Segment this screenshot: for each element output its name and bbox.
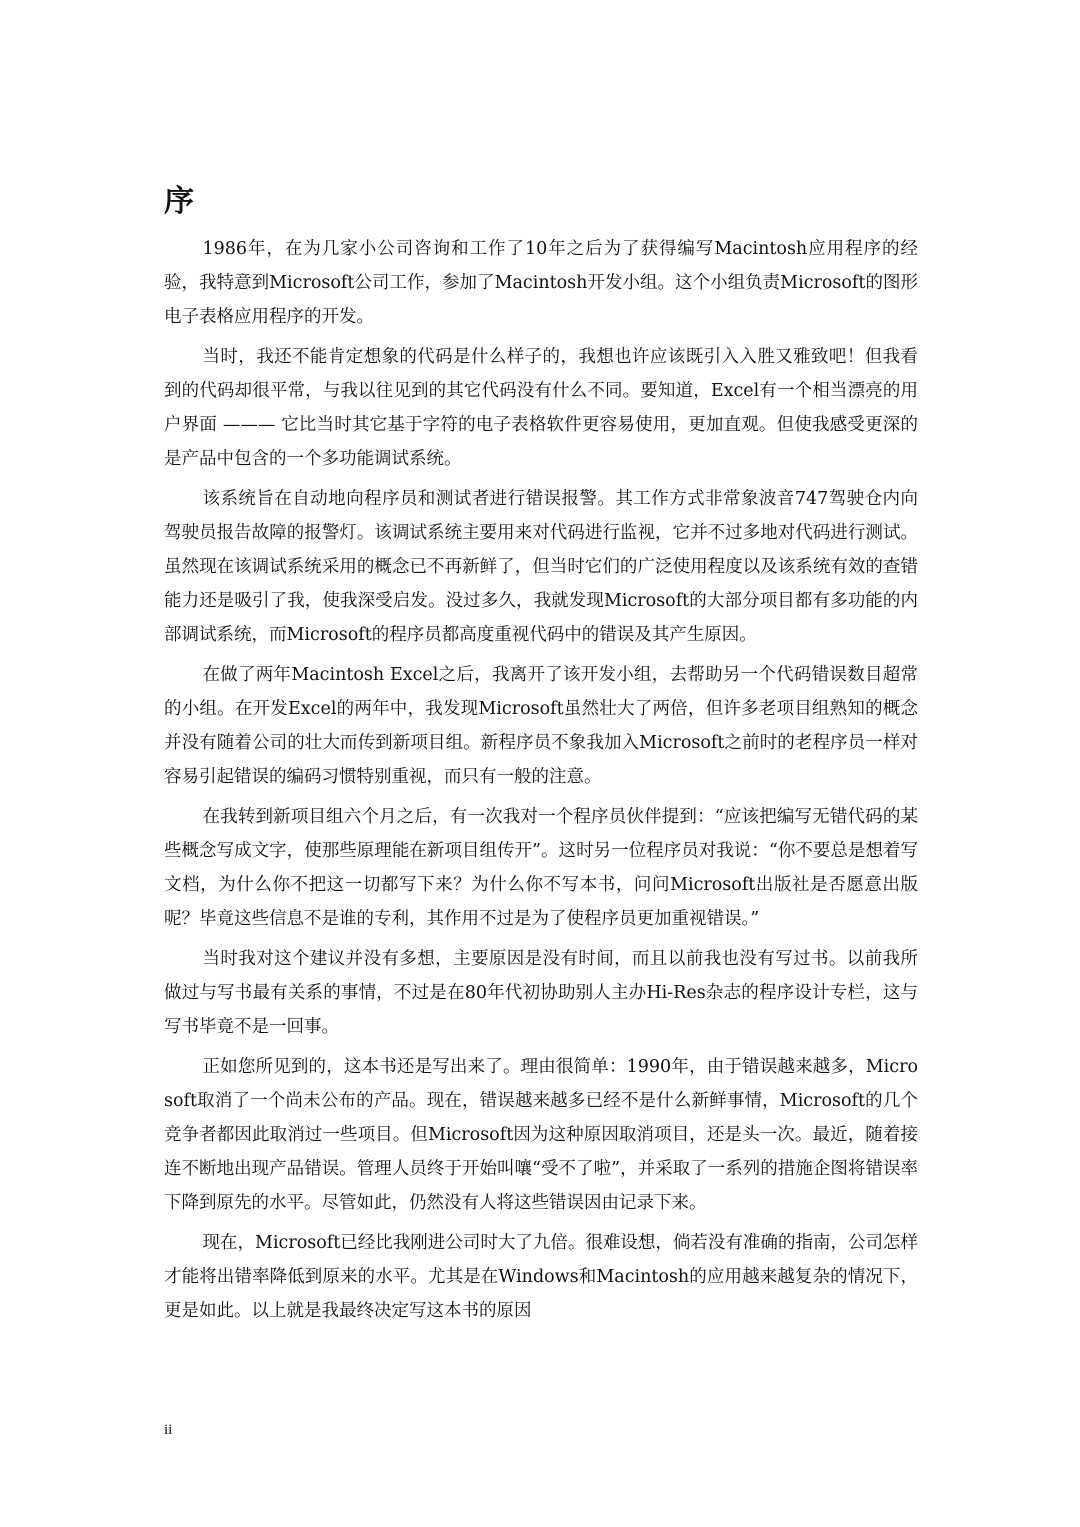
paragraph-8: 现在，Microsoft已经比我刚进公司时大了九倍。很难设想，倘若没有准确的指南，公司怎样才能将出错率降低到原来的水平。尤其是在Windows和Macintosh的应用越来越复杂的情况下，更是如此。以上就是我最终决定写这本书的原因 bbox=[164, 1233, 918, 1321]
paragraph-1: 1986年，在为几家小公司咨询和工作了10年之后为了获得编写Macintosh应用程序的经验，我特意到Microsoft公司工作，参加了Macintosh开发小组。这个小组负责Microsoft的图形电子表格应用程序的开发。 bbox=[164, 239, 918, 327]
page-title: 序 bbox=[164, 184, 195, 219]
paragraph-4: 在做了两年Macintosh Excel之后，我离开了该开发小组，去帮助另一个代码错误数目超常的小组。在开发Excel的两年中，我发现Microsoft虽然壮大了两倍，但许多老项目组熟知的概念并没有随着公司的壮大而传到新项目组。新程序员不象我加入Microsoft之前时的老程序员一样对容易引起错误的编码习惯特别重视，而只有一般的注意。 bbox=[164, 665, 918, 787]
page-number: ii bbox=[164, 1422, 173, 1438]
paragraph-5: 在我转到新项目组六个月之后，有一次我对一个程序员伙伴提到：“应该把编写无错代码的某些概念写成文字，使那些原理能在新项目组传开”。这时另一位程序员对我说：“你不要总是想着写文档，为什么你不把这一切都写下来？为什么你不写本书，问问Microsoft出版社是否愿意出版呢？毕竟这些信息不是谁的专利，其作用不过是为了使程序员更加重视错误。” bbox=[164, 807, 918, 929]
paragraph-2: 当时，我还不能肯定想象的代码是什么样子的，我想也许应该既引入入胜又雅致吧！但我看到的代码却很平常，与我以往见到的其它代码没有什么不同。要知道，Excel有一个相当漂亮的用户界面 ——— 它比当时其它基于字符的电子表格软件更容易使用，更加直观。但使我感受更深的是产品中包含的一个多功能调试系统。 bbox=[164, 347, 918, 469]
paragraph-3: 该系统旨在自动地向程序员和测试者进行错误报警。其工作方式非常象波音747驾驶仓内向驾驶员报告故障的报警灯。该调试系统主要用来对代码进行监视，它并不过多地对代码进行测试。虽然现在该调试系统采用的概念已不再新鲜了，但当时它们的广泛使用程度以及该系统有效的查错能力还是吸引了我，使我深受启发。没过多久，我就发现Microsoft的大部分项目都有多功能的内部调试系统，而Microsoft的程序员都高度重视代码中的错误及其产生原因。 bbox=[164, 489, 918, 645]
paragraph-7: 正如您所见到的，这本书还是写出来了。理由很简单：1990年，由于错误越来越多，Microsoft取消了一个尚未公布的产品。现在，错误越来越多已经不是什么新鲜事情，Microsoft的几个竞争者都因此取消过一些项目。但Microsoft因为这种原因取消项目，还是头一次。最近，随着接连不断地出现产品错误。管理人员终于开始叫嚷“受不了啦”，并采取了一系列的措施企图将错误率下降到原先的水平。尽管如此，仍然没有人将这些错误因由记录下来。 bbox=[164, 1057, 918, 1213]
paragraph-6: 当时我对这个建议并没有多想，主要原因是没有时间，而且以前我也没有写过书。以前我所做过与写书最有关系的事情，不过是在80年代初协助别人主办Hi-Res杂志的程序设计专栏，这与写书毕竟不是一回事。 bbox=[164, 949, 918, 1037]
preface-body bbox=[164, 232, 918, 1334]
